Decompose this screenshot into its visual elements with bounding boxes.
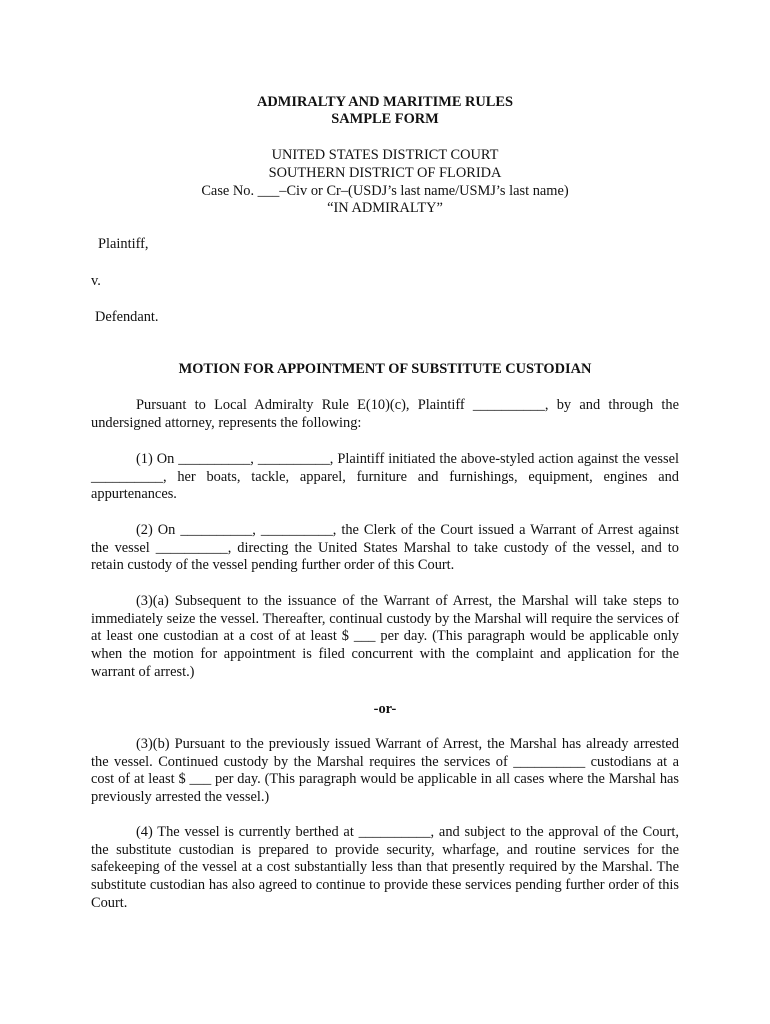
motion-title: MOTION FOR APPOINTMENT OF SUBSTITUTE CUSTODIAN [178, 361, 592, 377]
intro-paragraph: Pursuant to Local Admiralty Rule E(10)(c), Plaintiff __________, by and through the undersigned attorney, represents the following: [91, 397, 679, 431]
or-separator: -or- [373, 701, 397, 717]
paragraph-1: (1) On __________, __________, Plaintiff initiated the above-styled action against the vessel __________, her boats, tackle, apparel, furniture and furnishings, equipment, engines and appurtenances. [91, 451, 679, 503]
form-title: ADMIRALTY AND MARITIME RULES [257, 94, 513, 110]
paragraph-3a: (3)(a) Subsequent to the issuance of the Warrant of Arrest, the Marshal will take steps to immediately seize the vessel. Thereafter, continual custody by the Marshal will require the services of at least one custodian at a cost of at least $ ___ per day. (This paragraph would be applicable only when the motion for appointment is filed concurrent with the complaint and application for the warrant of arrest.) [91, 593, 679, 680]
court-district: SOUTHERN DISTRICT OF FLORIDA [268, 165, 502, 181]
court-name: UNITED STATES DISTRICT COURT [271, 147, 499, 163]
case-number: Case No. ___–Civ or Cr–(USDJ’s last name/USMJ’s last name) [201, 183, 569, 199]
plaintiff-label: Plaintiff, [98, 236, 149, 252]
form-subtitle: SAMPLE FORM [331, 111, 439, 127]
paragraph-2: (2) On __________, __________, the Clerk of the Court issued a Warrant of Arrest against the vessel __________, directing the United States Marshal to take custody of the vessel, and to retain custody of the vessel pending further order of this Court. [91, 522, 679, 574]
paragraph-3b: (3)(b) Pursuant to the previously issued Warrant of Arrest, the Marshal has already arrested the vessel. Continued custody by the Marshal requires the services of __________ custodians at a cost of at least $ ___ per day. (This paragraph would be applicable in all cases where the Marshal has previously arrested the vessel.) [91, 736, 679, 806]
defendant-label: Defendant. [95, 309, 159, 325]
jurisdiction-label: “IN ADMIRALTY” [327, 200, 443, 216]
paragraph-4: (4) The vessel is currently berthed at __________, and subject to the approval of the Court, the substitute custodian is prepared to provide security, wharfage, and routine services for the safekeeping of the vessel at a cost substantially less than that presently required by the Marshal. The substitute custodian has also agreed to continue to provide these services pending further order of this Court. [91, 824, 679, 911]
versus-label: v. [91, 273, 101, 289]
